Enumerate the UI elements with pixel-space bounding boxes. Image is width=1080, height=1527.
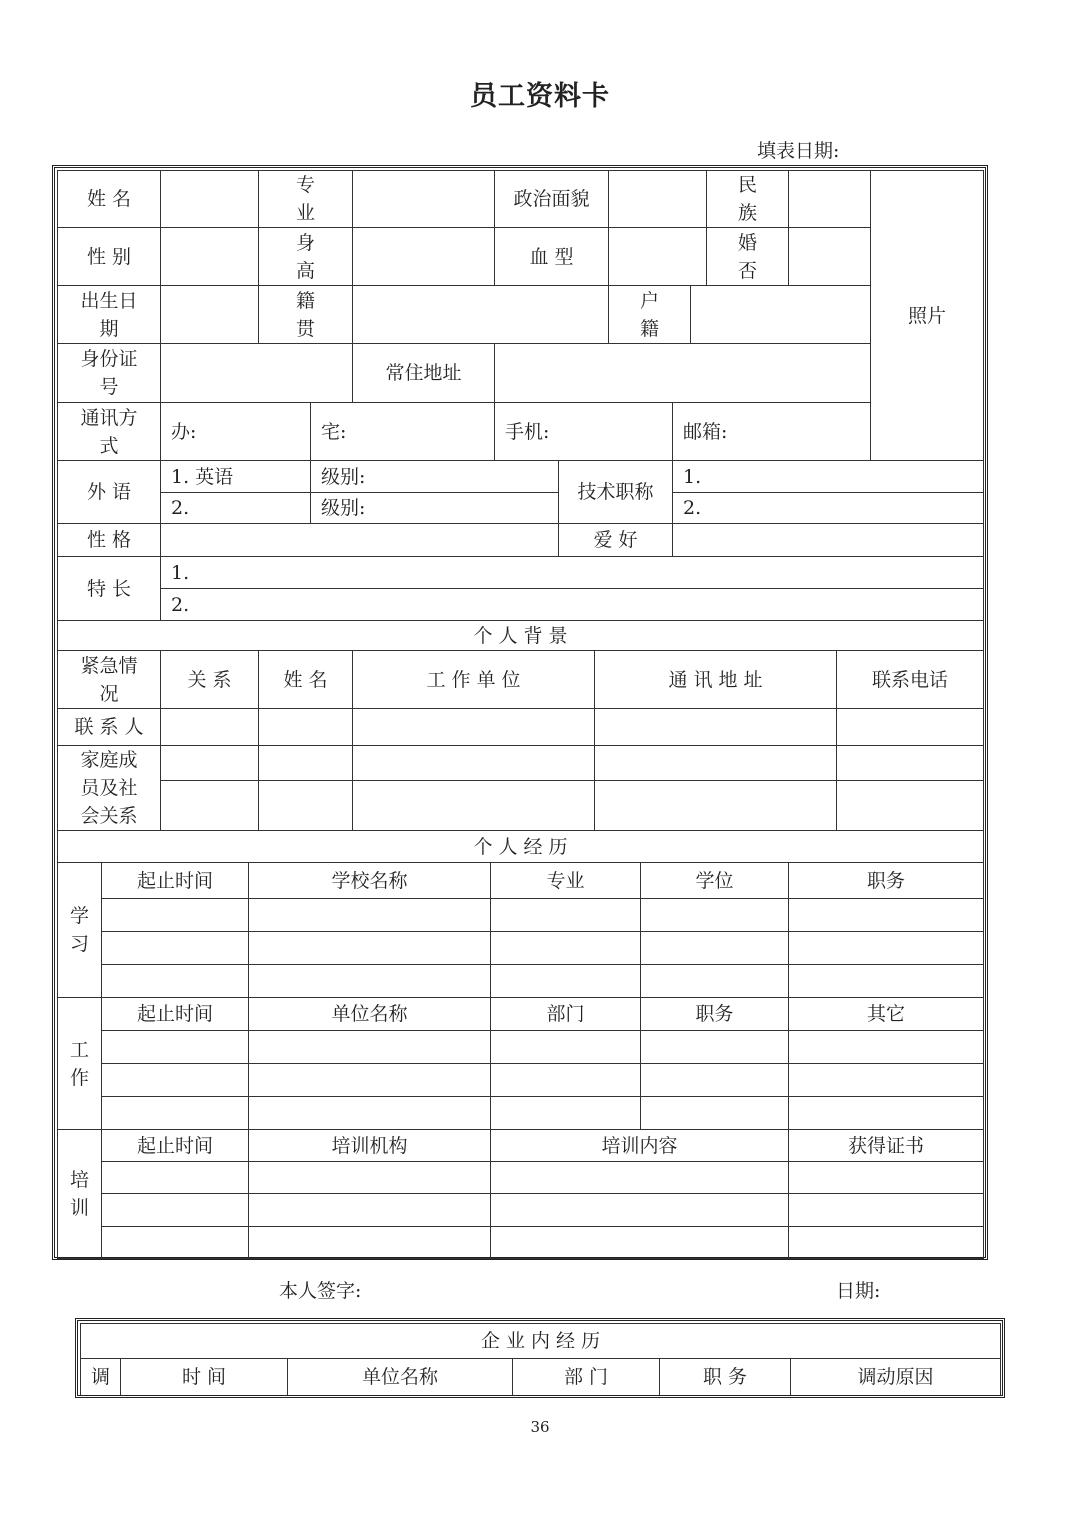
- field-level1[interactable]: 级别:: [310, 460, 559, 493]
- field-blood[interactable]: [608, 227, 707, 286]
- field-hukou[interactable]: [690, 285, 871, 344]
- study-cell[interactable]: [101, 964, 249, 998]
- work-header: 其它: [788, 997, 984, 1031]
- field-personality[interactable]: [160, 523, 559, 557]
- training-header: 培训内容: [490, 1129, 789, 1162]
- study-cell[interactable]: [640, 964, 789, 998]
- col-address: 通 讯 地 址: [594, 650, 837, 709]
- field-birth[interactable]: [160, 285, 259, 344]
- label-ethnic: 民 族: [706, 170, 789, 228]
- signature-label: 本人签字:: [279, 1280, 362, 1302]
- field-major[interactable]: [352, 170, 495, 228]
- field-gender[interactable]: [160, 227, 259, 286]
- photo-box[interactable]: 照片: [870, 170, 984, 461]
- field-home[interactable]: 宅:: [310, 402, 495, 461]
- field-native[interactable]: [352, 285, 609, 344]
- label-idcard: 身份证 号: [57, 343, 161, 403]
- col-phone: 联系电话: [836, 650, 984, 709]
- work-cell[interactable]: [101, 1030, 249, 1064]
- work-cell[interactable]: [788, 1030, 984, 1064]
- internal-header: 调动原因: [790, 1358, 1001, 1396]
- work-cell[interactable]: [490, 1030, 641, 1064]
- training-cell[interactable]: [490, 1226, 789, 1259]
- study-cell[interactable]: [101, 898, 249, 932]
- bg-cell[interactable]: [352, 780, 595, 831]
- study-cell[interactable]: [248, 898, 491, 932]
- section-internal: 企 业 内 经 历: [80, 1323, 1001, 1359]
- label-contact: 通讯方 式: [57, 402, 161, 461]
- work-cell[interactable]: [248, 1096, 491, 1130]
- label-name: 姓 名: [57, 170, 161, 228]
- work-cell[interactable]: [640, 1096, 789, 1130]
- col-employer: 工 作 单 位: [352, 650, 595, 709]
- bg-cell[interactable]: [594, 780, 837, 831]
- field-spec1[interactable]: 1.: [160, 556, 984, 589]
- label-gender: 性 别: [57, 227, 161, 286]
- field-political[interactable]: [608, 170, 707, 228]
- field-address[interactable]: [494, 343, 871, 403]
- field-lang2[interactable]: 2.: [160, 492, 311, 524]
- label-contact-person: 联 系 人: [57, 708, 161, 746]
- work-cell[interactable]: [490, 1063, 641, 1097]
- bg-cell[interactable]: [836, 708, 984, 746]
- label-specialty: 特 长: [57, 556, 161, 621]
- study-cell[interactable]: [490, 931, 641, 965]
- study-cell[interactable]: [490, 964, 641, 998]
- bg-cell[interactable]: [258, 708, 353, 746]
- internal-header: 部 门: [512, 1358, 660, 1396]
- study-header: 学位: [640, 862, 789, 899]
- training-cell[interactable]: [490, 1193, 789, 1227]
- training-cell[interactable]: [788, 1161, 984, 1194]
- study-cell[interactable]: [788, 964, 984, 998]
- label-blood: 血 型: [494, 227, 609, 286]
- study-header: 专业: [490, 862, 641, 899]
- work-cell[interactable]: [101, 1096, 249, 1130]
- bg-cell[interactable]: [258, 780, 353, 831]
- study-cell[interactable]: [640, 898, 789, 932]
- internal-header: 单位名称: [287, 1358, 513, 1396]
- col-relation: 关 系: [160, 650, 259, 709]
- field-lang1[interactable]: 1. 英语: [160, 460, 311, 493]
- fill-date-label: 填表日期:: [757, 140, 840, 162]
- field-ethnic[interactable]: [788, 170, 871, 228]
- work-cell[interactable]: [248, 1030, 491, 1064]
- bg-cell[interactable]: [836, 745, 984, 781]
- bg-cell[interactable]: [352, 708, 595, 746]
- section-background: 个 人 背 景: [57, 620, 984, 651]
- bg-cell[interactable]: [594, 708, 837, 746]
- label-tech-title: 技术职称: [558, 460, 673, 524]
- training-header: 培训机构: [248, 1129, 491, 1162]
- label-birth: 出生日 期: [57, 285, 161, 344]
- training-header: 获得证书: [788, 1129, 984, 1162]
- internal-header: 调: [80, 1358, 121, 1396]
- label-training: 培 训: [57, 1129, 102, 1259]
- training-cell[interactable]: [101, 1193, 249, 1227]
- bg-cell[interactable]: [836, 780, 984, 831]
- work-header: 起止时间: [101, 997, 249, 1031]
- study-cell[interactable]: [788, 931, 984, 965]
- field-height[interactable]: [352, 227, 495, 286]
- internal-form: [75, 1318, 1005, 1398]
- field-tech2[interactable]: 2.: [672, 492, 984, 524]
- field-office[interactable]: 办:: [160, 402, 311, 461]
- label-major: 专 业: [258, 170, 353, 228]
- page-title: 员工资料卡: [470, 81, 610, 112]
- work-header: 部门: [490, 997, 641, 1031]
- internal-header: 职 务: [659, 1358, 791, 1396]
- work-cell[interactable]: [101, 1063, 249, 1097]
- study-cell[interactable]: [101, 931, 249, 965]
- study-header: 起止时间: [101, 862, 249, 899]
- label-hobby: 爱 好: [558, 523, 673, 557]
- label-personality: 性 格: [57, 523, 161, 557]
- work-cell[interactable]: [788, 1096, 984, 1130]
- label-family: 家庭成 员及社 会关系: [57, 745, 161, 831]
- study-cell[interactable]: [248, 964, 491, 998]
- label-political: 政治面貌: [494, 170, 609, 228]
- col-name: 姓 名: [258, 650, 353, 709]
- field-mobile[interactable]: 手机:: [494, 402, 673, 461]
- training-cell[interactable]: [788, 1226, 984, 1259]
- training-cell[interactable]: [490, 1161, 789, 1194]
- study-header: 职务: [788, 862, 984, 899]
- label-language: 外 语: [57, 460, 161, 524]
- field-idcard[interactable]: [160, 343, 353, 403]
- section-experience: 个 人 经 历: [57, 830, 984, 863]
- label-height: 身 高: [258, 227, 353, 286]
- study-header: 学校名称: [248, 862, 491, 899]
- study-cell[interactable]: [640, 931, 789, 965]
- bg-cell[interactable]: [352, 745, 595, 781]
- study-cell[interactable]: [248, 931, 491, 965]
- work-header: 单位名称: [248, 997, 491, 1031]
- bg-cell[interactable]: [160, 745, 259, 781]
- label-hukou: 户 籍: [608, 285, 691, 344]
- training-cell[interactable]: [101, 1226, 249, 1259]
- field-tech1[interactable]: 1.: [672, 460, 984, 493]
- work-cell[interactable]: [640, 1063, 789, 1097]
- work-header: 职务: [640, 997, 789, 1031]
- training-cell[interactable]: [248, 1193, 491, 1227]
- label-study: 学 习: [57, 862, 102, 998]
- field-level2[interactable]: 级别:: [310, 492, 559, 524]
- field-spec2[interactable]: 2.: [160, 588, 984, 621]
- page-number: 36: [530, 1418, 550, 1436]
- training-cell[interactable]: [788, 1193, 984, 1227]
- training-cell[interactable]: [248, 1226, 491, 1259]
- label-married: 婚 否: [706, 227, 789, 286]
- bg-cell[interactable]: [594, 745, 837, 781]
- label-native: 籍 贯: [258, 285, 353, 344]
- study-cell[interactable]: [490, 898, 641, 932]
- work-cell[interactable]: [248, 1063, 491, 1097]
- bg-cell[interactable]: [160, 708, 259, 746]
- label-address: 常住地址: [352, 343, 495, 403]
- field-name[interactable]: [160, 170, 259, 228]
- internal-header: 时 间: [120, 1358, 288, 1396]
- label-work: 工 作: [57, 997, 102, 1130]
- study-cell[interactable]: [788, 898, 984, 932]
- field-email[interactable]: 邮箱:: [672, 402, 871, 461]
- training-cell[interactable]: [248, 1161, 491, 1194]
- work-cell[interactable]: [640, 1030, 789, 1064]
- training-header: 起止时间: [101, 1129, 249, 1162]
- field-hobby[interactable]: [672, 523, 984, 557]
- field-married[interactable]: [788, 227, 871, 286]
- bg-cell[interactable]: [160, 780, 259, 831]
- training-cell[interactable]: [101, 1161, 249, 1194]
- work-cell[interactable]: [788, 1063, 984, 1097]
- work-cell[interactable]: [490, 1096, 641, 1130]
- date-label: 日期:: [836, 1280, 881, 1302]
- label-emergency: 紧急情 况: [57, 650, 161, 709]
- bg-cell[interactable]: [258, 745, 353, 781]
